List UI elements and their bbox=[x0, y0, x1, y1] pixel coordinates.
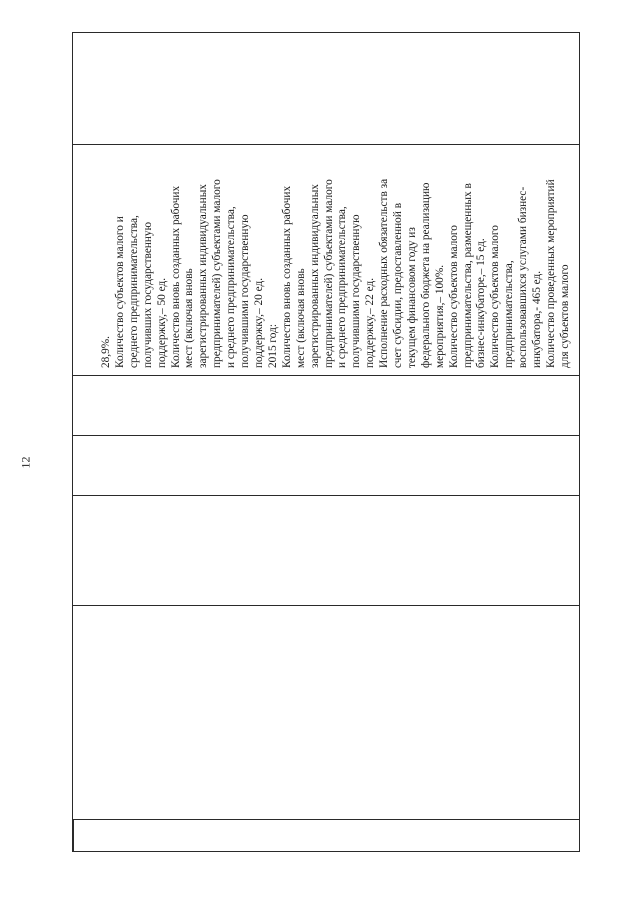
text-line: предпринимательства, bbox=[503, 260, 516, 368]
text-line: 2015 год: bbox=[266, 324, 279, 368]
text-line: и среднего предпринимательства, bbox=[225, 206, 238, 368]
text-line: мест (включая вновь bbox=[294, 268, 307, 368]
indicator-cell bbox=[96, 144, 576, 374]
text-line: предпринимателей) субъектами малого bbox=[211, 179, 224, 368]
text-line: Количество субъектов малого и bbox=[113, 216, 126, 368]
text-line: мероприятия,– 100%. bbox=[433, 264, 446, 368]
text-line: счет субсидии, предоставленной в bbox=[392, 202, 405, 368]
row-divider bbox=[73, 819, 579, 820]
text-line: инкубатора,- 465 ед. bbox=[531, 270, 544, 368]
row-divider bbox=[73, 605, 579, 606]
text-line: бизнес-инкубаторе,– 15 ед. bbox=[475, 238, 488, 368]
indicator-text-rotated bbox=[96, 144, 576, 374]
row-divider bbox=[73, 375, 579, 376]
text-line: Исполнение расходных обязательств за bbox=[378, 178, 391, 368]
row-divider bbox=[73, 435, 579, 436]
text-line: получившими государственную bbox=[350, 214, 363, 368]
text-line: федерального бюджета на реализацию bbox=[419, 182, 432, 368]
text-line: Количество проведенных мероприятий bbox=[545, 179, 557, 368]
page-number: 12 bbox=[18, 456, 33, 469]
text-line: поддержку,– 22 ед. bbox=[364, 277, 377, 368]
text-line: Количество субъектов малого bbox=[489, 225, 502, 368]
text-line: мест (включая вновь bbox=[183, 268, 196, 368]
column-divider bbox=[73, 819, 74, 851]
text-line: воспользовавшихся услугами бизнес- bbox=[517, 186, 530, 368]
text-line: получившими государственную bbox=[239, 214, 252, 368]
text-line: предпринимательства, размещенных в bbox=[461, 183, 474, 368]
text-line: для субъектов малого bbox=[558, 264, 571, 368]
text-line: зарегистрированных индивидуальных bbox=[197, 184, 210, 368]
text-line: поддержку,– 50 ед. bbox=[155, 277, 168, 368]
text-line: поддержку,– 20 ед. bbox=[252, 277, 265, 368]
text-line: зарегистрированных индивидуальных bbox=[308, 184, 321, 368]
text-line: Количество субъектов малого bbox=[447, 225, 460, 368]
text-line: Количество вновь созданных рабочих bbox=[169, 185, 182, 368]
text-line: 28,9%. bbox=[100, 335, 112, 368]
text-line: предпринимателей) субъектами малого bbox=[322, 179, 335, 368]
text-line: Количество вновь созданных рабочих bbox=[280, 185, 293, 368]
indicator-text bbox=[100, 144, 573, 368]
text-line: среднего предпринимательства, bbox=[127, 215, 140, 368]
text-line: получивших государственную bbox=[141, 221, 154, 368]
text-line: и среднего предпринимательства, bbox=[336, 206, 349, 368]
text-line: текущем финансовом году из bbox=[405, 227, 418, 368]
row-divider bbox=[73, 495, 579, 496]
